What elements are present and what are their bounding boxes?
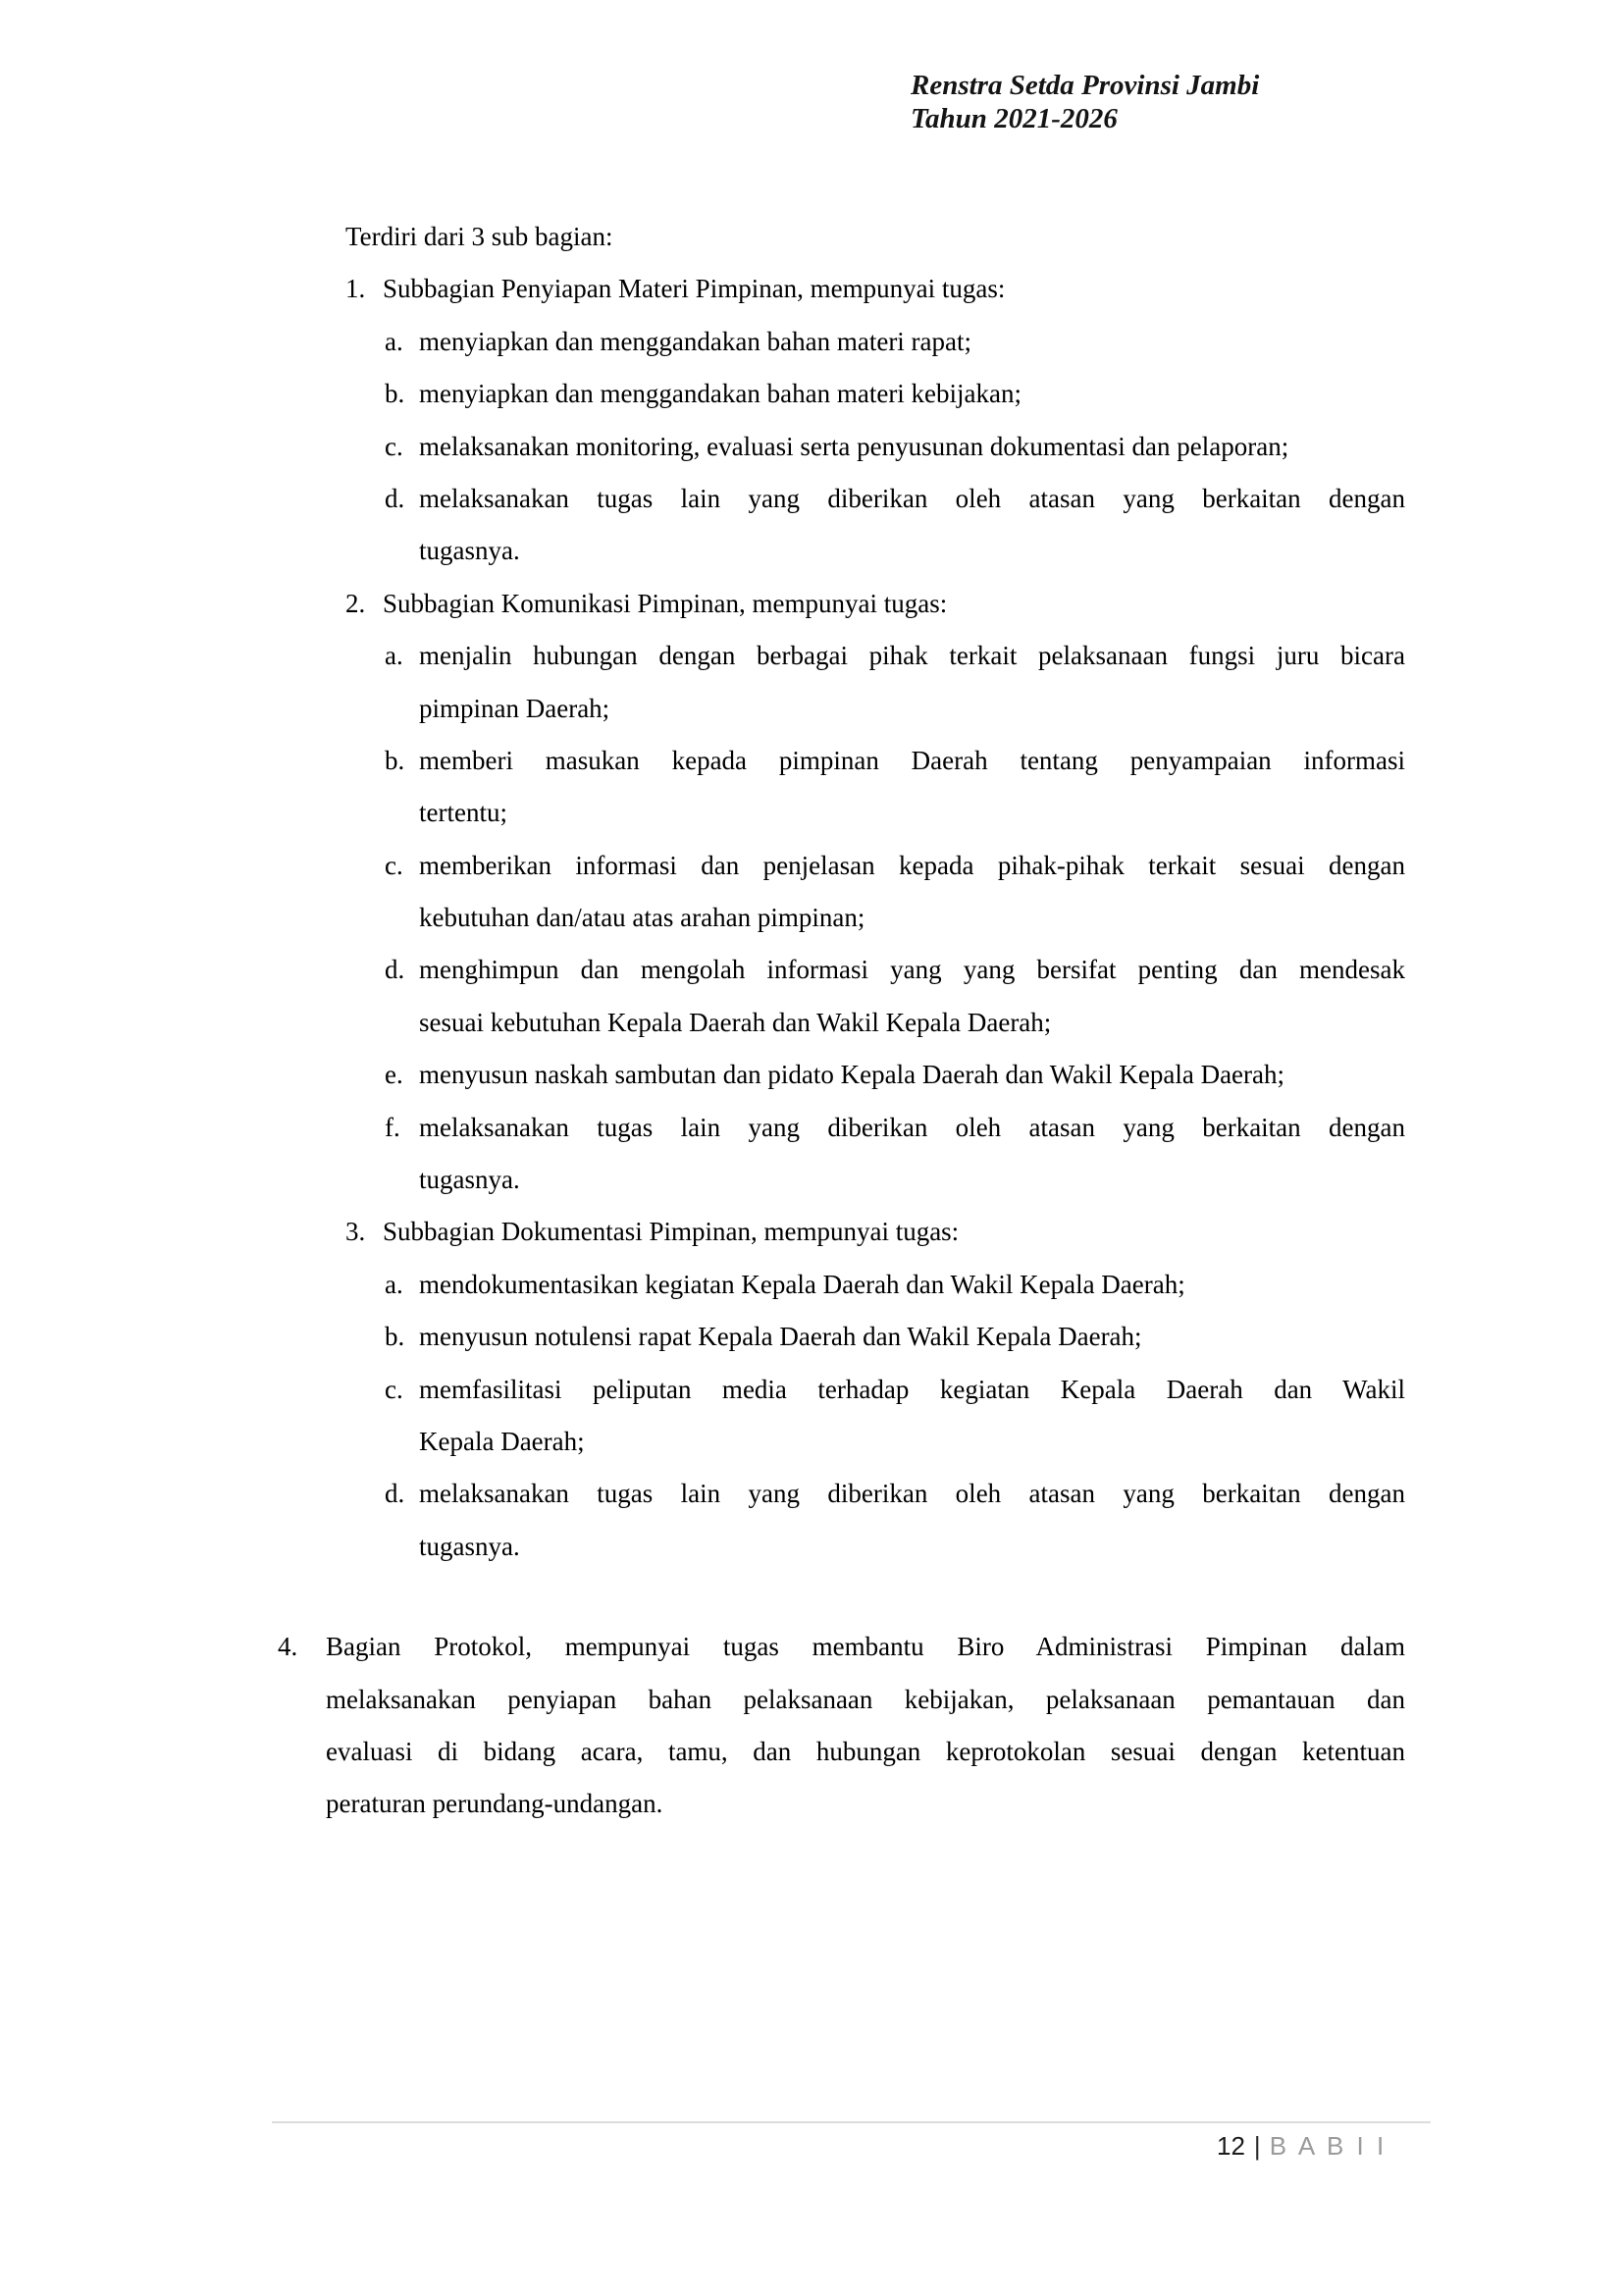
footer-divider-line [272, 2121, 1431, 2123]
list-item-3d-cont [0, 1521, 1405, 1573]
paragraph-4-text-line2: melaksanakan penyiapan bahan pelaksanaan kebijakan, pelaksanaan pemantauan dan [326, 1684, 1405, 1714]
list-item-2c-cont [0, 892, 1405, 944]
list-item-2c-text: memberikan informasi dan penjelasan kepada pihak-pihak terkait sesuai dengan [419, 850, 1405, 880]
header-title-line2: Tahun 2021-2026 [911, 103, 1118, 134]
list-item-2b-text: memberi masukan kepada pimpinan Daerah tentang penyampaian informasi [419, 745, 1405, 775]
list-item-2b-cont-text: tertentu; [419, 798, 507, 828]
list-item-2e-letter: e. [385, 1060, 403, 1090]
list-item-3b [0, 1311, 1405, 1363]
list-item-3d [0, 1468, 1405, 1520]
list-item-1c-text: melaksanakan monitoring, evaluasi serta penyusunan dokumentasi dan pelaporan; [419, 431, 1289, 461]
list-item-2a-text: menjalin hubungan dengan berbagai pihak terkait pelaksanaan fungsi juru bicara [419, 641, 1405, 671]
paragraph-gap [0, 1573, 1624, 1621]
list-item-2f-letter: f. [385, 1112, 400, 1142]
list-item-2b [0, 735, 1405, 787]
list-item-2c-letter: c. [385, 850, 403, 880]
list-item-3b-text: menyusun notulensi rapat Kepala Daerah dan Wakil Kepala Daerah; [419, 1322, 1142, 1352]
list-item-2f-text: melaksanakan tugas lain yang diberikan oleh atasan yang berkaitan dengan [419, 1112, 1405, 1142]
list-item-1b-text: menyiapkan dan menggandakan bahan materi kebijakan; [419, 379, 1022, 409]
list-item-2d [0, 944, 1405, 996]
list-item-2e-text: menyusun naskah sambutan dan pidato Kepala Daerah dan Wakil Kepala Daerah; [419, 1060, 1285, 1090]
list-item-2b-cont [0, 787, 1405, 839]
list-item-3c-letter: c. [385, 1374, 403, 1404]
list-item-3c-text: memfasilitasi peliputan media terhadap kegiatan Kepala Daerah dan Wakil [419, 1374, 1405, 1404]
list-item-1d [0, 473, 1405, 525]
list-item-1b-letter: b. [385, 379, 405, 409]
footer-chapter-label: B A B I I [1269, 2131, 1388, 2161]
list-item-3a [0, 1259, 1405, 1311]
list-item-2a-cont [0, 683, 1405, 735]
section-1-heading [0, 263, 1624, 315]
intro-line [0, 211, 1624, 263]
section-3-number: 3. [345, 1217, 366, 1247]
list-item-2a [0, 630, 1405, 682]
list-item-1d-cont-text: tugasnya. [419, 536, 520, 566]
paragraph-4-number: 4. [278, 1632, 298, 1662]
list-item-1c-letter: c. [385, 431, 403, 461]
paragraph-4-line1 [0, 1621, 1405, 1673]
list-item-2c-cont-text: kebutuhan dan/atau atas arahan pimpinan; [419, 903, 865, 933]
header-title-line1: Renstra Setda Provinsi Jambi [911, 70, 1260, 101]
section-2-heading-text: Subbagian Komunikasi Pimpinan, mempunyai tugas: [383, 588, 948, 618]
list-item-1a-letter: a. [385, 326, 403, 356]
list-item-3c-cont [0, 1416, 1405, 1468]
list-item-3d-letter: d. [385, 1479, 405, 1509]
list-item-2f-cont [0, 1154, 1405, 1206]
section-1-heading-text: Subbagian Penyiapan Materi Pimpinan, mempunyai tugas: [383, 274, 1006, 304]
document-header [911, 69, 1259, 135]
section-3-heading-text: Subbagian Dokumentasi Pimpinan, mempunyai tugas: [383, 1217, 960, 1247]
paragraph-4-line4 [0, 1778, 1405, 1830]
list-item-3d-text: melaksanakan tugas lain yang diberikan oleh atasan yang berkaitan dengan [419, 1479, 1405, 1509]
list-item-2a-cont-text: pimpinan Daerah; [419, 693, 610, 723]
list-item-2f-cont-text: tugasnya. [419, 1165, 520, 1195]
list-item-2d-cont [0, 997, 1405, 1049]
list-item-2a-letter: a. [385, 641, 403, 671]
section-1-number: 1. [345, 274, 366, 304]
list-item-3a-letter: a. [385, 1269, 403, 1299]
footer-page-number: 12 [1217, 2131, 1245, 2161]
list-item-3c-cont-text: Kepala Daerah; [419, 1426, 585, 1456]
list-item-2d-text: menghimpun dan mengolah informasi yang yang bersifat penting dan mendesak [419, 955, 1405, 985]
list-item-2c [0, 840, 1405, 892]
list-item-3a-text: mendokumentasikan kegiatan Kepala Daerah dan Wakil Kepala Daerah; [419, 1269, 1185, 1299]
list-item-3d-cont-text: tugasnya. [419, 1531, 520, 1561]
list-item-1d-letter: d. [385, 483, 405, 513]
section-2-heading [0, 578, 1624, 630]
list-item-1c [0, 421, 1405, 473]
list-item-3c [0, 1364, 1405, 1416]
paragraph-4-text-line4: peraturan perundang-undangan. [326, 1789, 663, 1819]
paragraph-4-line2 [0, 1674, 1405, 1726]
document-body [0, 211, 1624, 1831]
paragraph-4-line3 [0, 1726, 1405, 1778]
list-item-2e [0, 1049, 1405, 1101]
list-item-2f [0, 1102, 1405, 1154]
section-2-number: 2. [345, 588, 366, 618]
list-item-1a-text: menyiapkan dan menggandakan bahan materi rapat; [419, 326, 972, 356]
list-item-1d-cont [0, 525, 1405, 577]
section-3-heading [0, 1206, 1624, 1258]
list-item-3b-letter: b. [385, 1322, 405, 1352]
footer-separator: | [1253, 2131, 1261, 2161]
page-footer [1217, 2131, 1387, 2162]
intro-text: Terdiri dari 3 sub bagian: [345, 222, 613, 251]
list-item-2d-cont-text: sesuai kebutuhan Kepala Daerah dan Wakil Kepala Daerah; [419, 1007, 1052, 1037]
paragraph-4-text-line3: evaluasi di bidang acara, tamu, dan hubungan keprotokolan sesuai dengan ketentuan [326, 1736, 1405, 1766]
list-item-1d-text: melaksanakan tugas lain yang diberikan oleh atasan yang berkaitan dengan [419, 483, 1405, 513]
paragraph-4-text-line1: Bagian Protokol, mempunyai tugas membantu Biro Administrasi Pimpinan dalam [326, 1632, 1405, 1662]
list-item-2b-letter: b. [385, 745, 405, 775]
list-item-2d-letter: d. [385, 955, 405, 985]
list-item-1a [0, 316, 1405, 368]
list-item-1b [0, 368, 1405, 420]
